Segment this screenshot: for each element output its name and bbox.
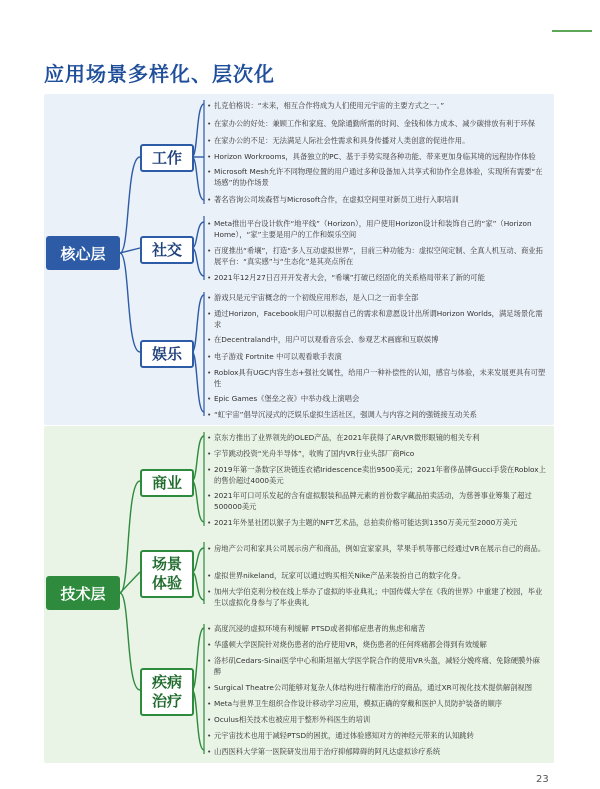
list-item: • 2021年外星社团以猴子为主题的NFT艺术品，总拍卖价格可能达到1350万美元至2000万美元: [207, 518, 546, 529]
list-item: • 京东方推出了业界领先的OLED产品，在2021年获得了AR/VR微形眼镜的相关专利: [207, 433, 546, 444]
list-item: • Epic Games《堡垒之夜》中举办线上演唱会: [207, 394, 546, 405]
list-item: • Roblox具有UGC内容生态+强社交属性，给用户一种补偿性的认知，感官与体验，未来发展更具有可塑性: [207, 368, 546, 390]
list-item: • Microsoft Mesh允许不同物理位置的用户通过多种设备加入共享式和协作全息体验，实现所有需要“在场感”的协作场景: [207, 167, 546, 189]
list-item: • 百度推出“希壤”，打造“多人互动虚拟世界”，目前三种功能为：虚拟空间定制、全真人机互动、商业拓展平台：“真实感”与“生态化”是其亮点所在: [207, 246, 546, 268]
branch-work: 工作: [140, 144, 194, 172]
list-item: • 2021年12月27日召开开发者大会，“希壤”打破已经固化的关系格局带来了新的可能: [207, 273, 546, 284]
branch-entertainment: 娱乐: [140, 340, 194, 368]
list-item: • 通过Horizon，Facebook用户可以根据自己的需求和意愿设计出所谓Horizon Worlds，满足场景化需求: [207, 309, 546, 331]
branch-scenario-experience: 场景 体验: [140, 550, 194, 598]
list-item: • 山西医科大学第一医院研发出用于治疗抑郁障碍的阿凡达虚拟诊疗系统: [207, 747, 546, 758]
tech-layer-node: 技术层: [46, 576, 120, 610]
branch-business-label: 商业: [151, 473, 182, 492]
list-item: • 扎克伯格说：“未来，相互合作将成为人们使用元宇宙的主要方式之一。”: [207, 101, 546, 112]
list-item: • Surgical Theatre公司能够对复杂人体结构进行精准治疗的商品，通过XR可视化技术提供解剖视图: [207, 683, 546, 694]
list-item: • 加州大学伯克利分校在线上举办了虚拟的毕业典礼；中国传媒大学在《我的世界》中重建了校园，毕业生以虚拟化身参与了毕业典礼: [207, 587, 546, 609]
list-item: • “虹宇宙”倡导沉浸式的泛娱乐虚拟生活社区，强调人与内容之间的强链接互动关系: [207, 410, 546, 421]
list-item: • Meta推出平台设计软件“地平线”（Horizon），用户使用Horizon设计和装饰自己的“家”（Horizon Home），“家”主要是用户的工作和娱乐空间: [207, 219, 546, 241]
list-item: • 虚拟世界nikeland，玩家可以通过购买相关Nike产品来装扮自己的数字化身。: [207, 571, 546, 582]
list-item: • 字节跳动投资“光舟半导体”，收购了国内VR行业头部厂商Pico: [207, 449, 546, 460]
list-item: • Horizon Workrooms，具备独立的PC、基于手势实现各种功能、带来更加身临其境的远程协作体验: [207, 152, 546, 163]
list-item: • 房地产公司和家具公司展示房产和商品，例如宜家家具，苹果手机等都已经通过VR在展示自己的商品。: [207, 544, 546, 555]
list-item: • 在Decentraland中，用户可以观看音乐会、参观艺术画廊和互联娱博: [207, 335, 546, 346]
list-item: • 洛杉矶Cedars-Sinai医学中心和斯坦福大学医学院合作的使用VR头盔，减轻分娩疼痛、免除硬膜外麻醉: [207, 656, 546, 678]
list-item: • 2019年第一条数字区块链连衣裙Iridescence卖出9500美元；2021年奢侈品牌Gucci手袋在Roblox上的售价超过4000美元: [207, 465, 546, 487]
list-item: • Meta与世界卫生组织合作设计移动学习应用，模拟正确的穿戴和医护人员防护装备的顺序: [207, 699, 546, 710]
list-item: • 元宇宙技术也用于减轻PTSD的困扰，通过体验感知对方的神经元带来的认知跳转: [207, 731, 546, 742]
branch-business: [140, 469, 194, 497]
list-item: • 在家办公的好处：兼顾工作和家庭、免除通勤所需的时间、金钱和体力成本、减少碳排放有利于环保: [207, 119, 546, 130]
list-item: • Oculus相关技术也被应用于整形外科医生的培训: [207, 715, 546, 726]
list-item: • 在家办公的不足：无法满足人际社会性需求和具身传播对人类创意的促进作用。: [207, 136, 546, 147]
core-layer-node: 核心层: [46, 236, 120, 270]
list-item: • 高度沉浸的虚拟环境有利缓解 PTSD或者抑郁症患者的焦虑和痛苦: [207, 624, 546, 635]
page-number: 23: [536, 774, 549, 785]
list-item: • 电子游戏 Fortnite 中可以观看歌手表演: [207, 352, 546, 363]
branch-disease-treatment: 疾病 治疗: [140, 668, 194, 716]
list-item: • 华盛顿大学医院针对烧伤患者的治疗使用VR，烧伤患者的任何疼痛都会得到有效缓解: [207, 640, 546, 651]
page-title: 应用场景多样化、层次化: [44, 62, 275, 86]
list-item: • 著名咨询公司埃森哲与Microsoft合作，在虚拟空间里对新员工进行入职培训: [207, 195, 546, 206]
list-item: • 游戏只是元宇宙概念的一个初级应用形态，是入口之一而非全部: [207, 293, 546, 304]
branch-social: 社交: [140, 236, 194, 264]
list-item: • 2021年可口可乐发起的含有虚拟服装和品牌元素的首份数字藏品拍卖活动，为慈善事业筹集了超过500000美元: [207, 491, 546, 513]
